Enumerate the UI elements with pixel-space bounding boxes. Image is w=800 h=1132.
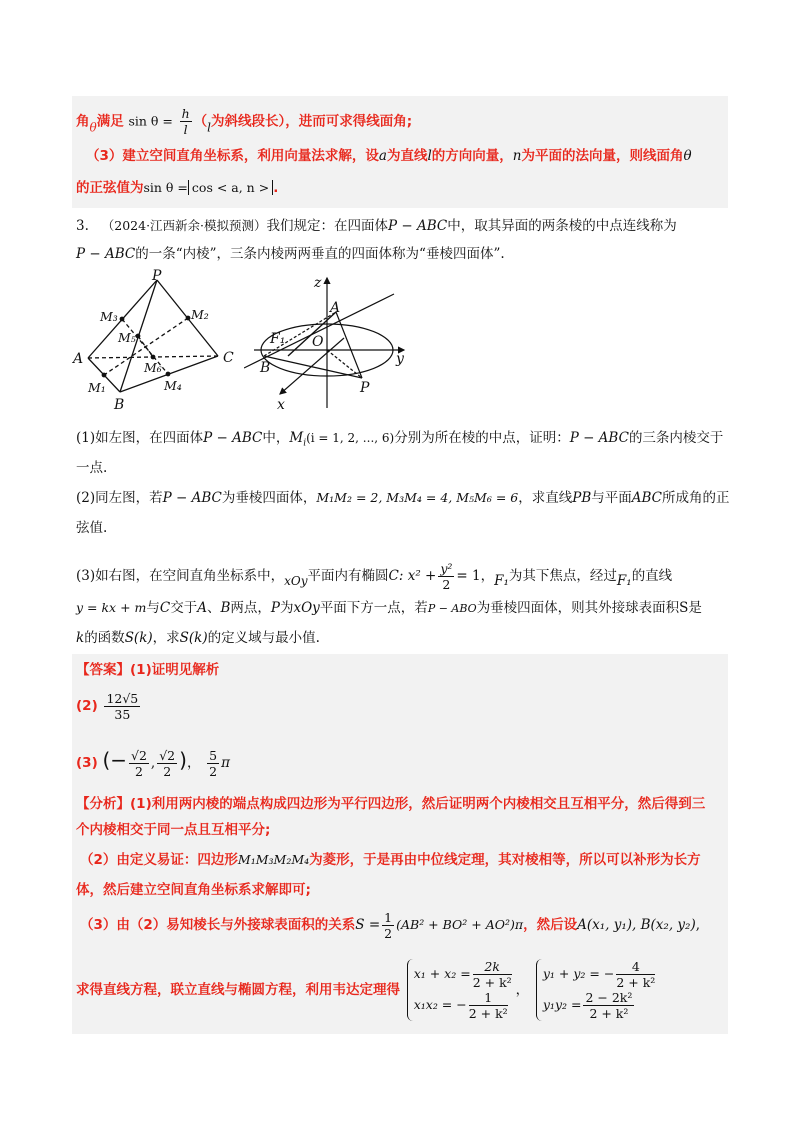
label-O: O <box>312 334 324 350</box>
label-F1: F₁ <box>270 331 286 347</box>
method-line-3: 的正弦值为sin θ = cos < a, n > . <box>76 180 279 196</box>
question-1-line-2: 一点. <box>76 460 108 476</box>
method-line-1: 角θ满足 sin θ = $\frac{h}{l}$ （l为斜线段长），进而可求得线面角; <box>76 106 413 137</box>
label-C: C <box>223 350 234 366</box>
point-M3 <box>120 317 125 322</box>
label-M5: M₅ <box>118 330 136 345</box>
vieta-y-system: y₁ + y₂ = − $\frac{4}{\text{2 + k²}}$ y₁y₂ = $\frac{\text{2 − 2k²}}{\text{2 + k²}}$ <box>536 959 657 1021</box>
method-line-2: （3）建立空间直角坐标系，利用向量法求解，设a为直线l的方向向量，n为平面的法向量，则线面角θ <box>86 148 692 164</box>
axis-y-label: y <box>396 351 404 367</box>
tetrahedron-figure <box>70 268 250 416</box>
point-M1 <box>102 373 107 378</box>
answer-part-3: (3) (− $\frac{√2}{2}$ , $\frac{√2}{2}$ )， $\frac{5}{2}$ π <box>76 747 230 779</box>
label-M3: M₃ <box>100 309 118 324</box>
point-M2 <box>186 316 191 321</box>
vieta-x-system: x₁ + x₂ = $\frac{2k}{\text{2 + k²}}$ x₁x₂ = − $\frac{1}{\text{2 + k²}}$ <box>407 959 514 1021</box>
analysis-line-5: （3）由（2）易知棱长与外接球表面积的关系S = $\frac{1}{2}$ (AB² + BO² + AO²)π，然后设A(x₁, y₁), B(x₂, y₂), <box>80 909 701 941</box>
axis-z-label: z <box>314 275 322 291</box>
question-2-line-2: 弦值. <box>76 520 108 536</box>
problem-intro-1: 3. （2024·江西新余·模拟预测）我们规定：在四面体P − ABC中，取其异面的两条棱的中点连线称为 <box>76 218 677 234</box>
label-P: P <box>152 268 162 284</box>
label-M6: M₆ <box>144 360 162 375</box>
analysis-line-3: （2）由定义易证：四边形M₁M₃M₂M₄为菱形，于是再由中位线定理，其对棱相等，所以可以补形为长方 <box>80 852 701 868</box>
label-M2: M₂ <box>191 307 209 322</box>
label-A: A <box>73 351 84 367</box>
label-B-right: B <box>260 360 271 376</box>
answer-title: 【答案】(1)证明见解析 <box>76 662 220 678</box>
axis-x-label: x <box>277 397 285 412</box>
question-2-line-1: (2)同左图，若P − ABC为垂棱四面体，M₁M₂ = 2, M₃M₄ = 4, M₅M₆ = 6，求直线PB与平面ABC所成角的正 <box>76 490 730 506</box>
point-M5 <box>136 334 141 339</box>
label-P-right: P <box>360 380 370 396</box>
label-M1: M₁ <box>88 380 106 395</box>
problem-intro-2: P − ABC的一条“内棱”，三条内棱两两垂直的四面体称为“垂棱四面体”. <box>76 246 505 262</box>
analysis-line-2: 个内棱相交于同一点且互相平分; <box>76 822 271 838</box>
label-A-right: A <box>330 300 341 316</box>
question-1-line-1: (1)如左图，在四面体P − ABC中，$M_i(i = 1$, 2, ..., 6)分别为所在棱的中点，证明：P − ABC的三条内棱交于 <box>76 430 724 449</box>
point-M6 <box>151 355 156 360</box>
ellipse-3d-figure <box>244 270 420 412</box>
analysis-line-4: 体，然后建立空间直角坐标系求解即可; <box>76 882 311 898</box>
label-M4: M₄ <box>164 378 182 393</box>
analysis-line-1: 【分析】(1)利用两内棱的端点构成四边形为平行四边形，然后证明两个内棱相交且互相平分，然后得到三 <box>76 796 706 812</box>
point-M4 <box>166 372 171 377</box>
question-3-line-1: (3)如右图，在空间直角坐标系中，xOy平面内有椭圆C: x² + $\frac{\text{y²}}{2}$ = 1，F₁为其下焦点，经过F₁的直线 <box>76 561 673 592</box>
answer-part-2: (2) $\frac{12√5}{35}$ <box>76 690 139 722</box>
analysis-line-6: 求得直线方程，联立直线与椭圆方程，利用韦达定理得 x₁ + x₂ = $\frac{2k}{\text{2 + k²}}$ x₁x₂ = − $\frac{1}{\text{2 + k²}}$ ， y₁ + y₂ = − $\frac{4}{\text{2 + k²}}$ y₁y₂ = $\frac{\text{2 − 2k²}}{\text{2 + k²}}$ <box>76 959 656 1021</box>
question-3-line-3: k的函数S(k)，求S(k)的定义域与最小值. <box>76 630 320 646</box>
question-3-line-2: y = kx + m与C交于A、B两点，P为xOy平面下方一点，若P − ABO为垂棱四面体，则其外接球表面积S是 <box>76 600 702 616</box>
label-B: B <box>114 397 125 413</box>
